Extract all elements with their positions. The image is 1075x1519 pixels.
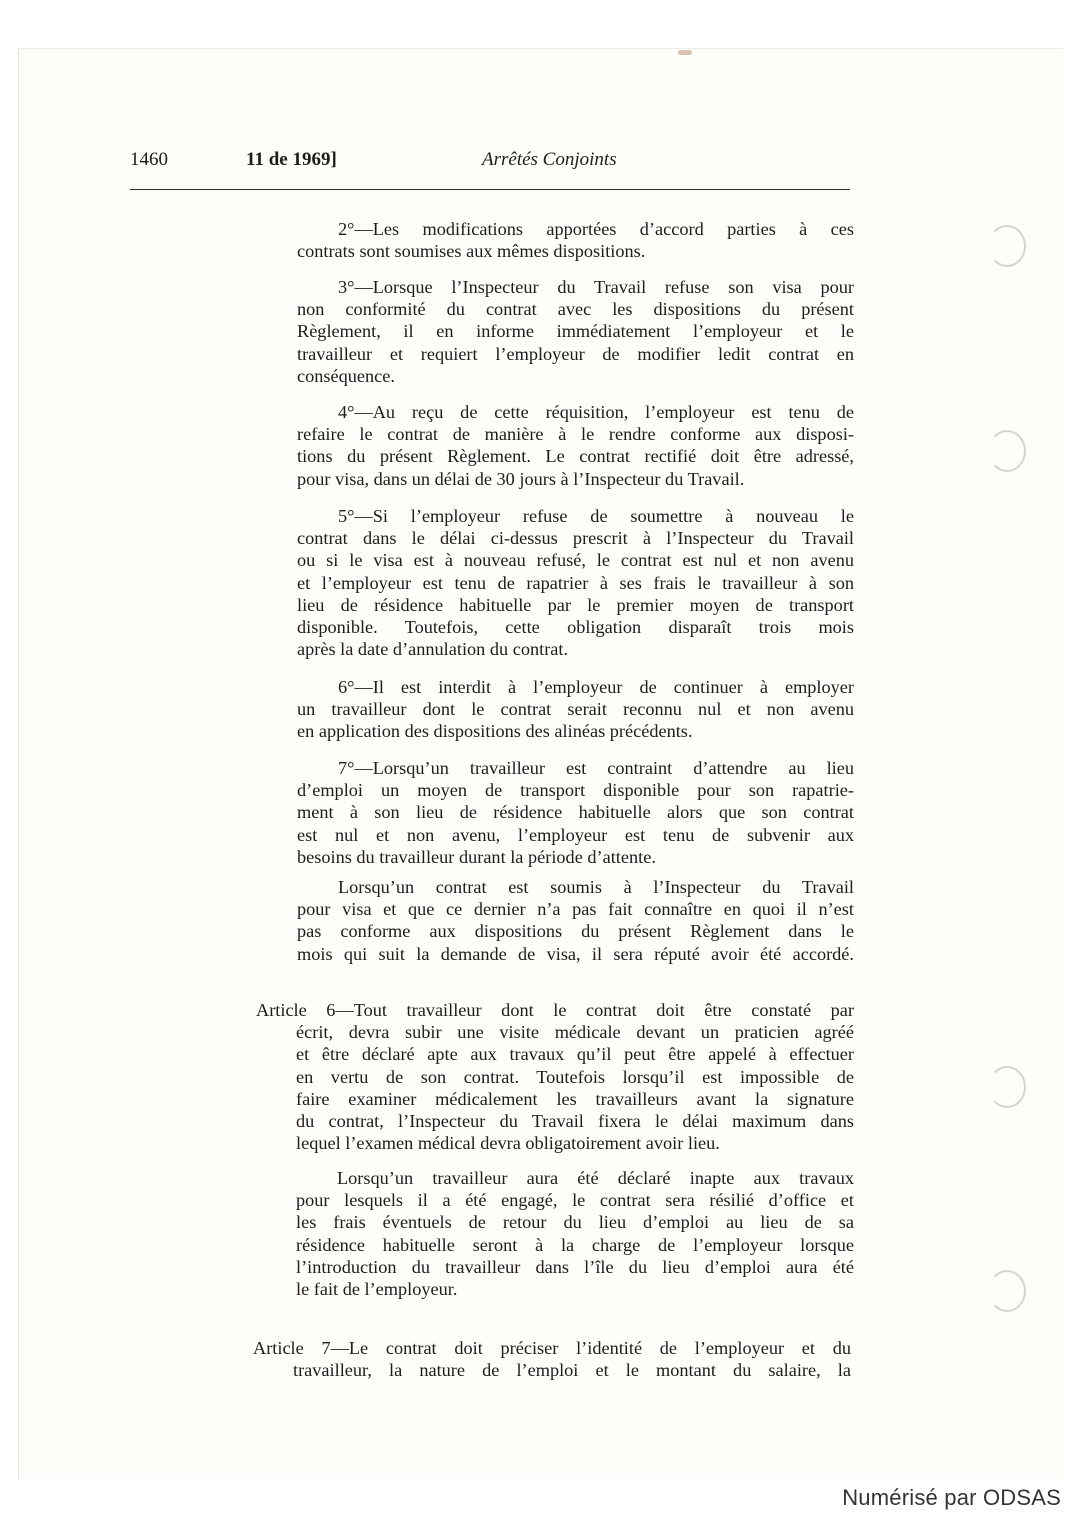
text-line: écrit, devra subir une visite médicale devant un praticien agréé [296, 1022, 854, 1043]
text-line: un travailleur dont le contrat serait reconnu nul et non avenu [297, 699, 854, 720]
page-header [130, 146, 850, 174]
header-date: 11 de 1969] [246, 149, 337, 170]
text-line: 4°—Au reçu de cette réquisition, l’employeur est tenu de [338, 402, 854, 422]
paragraph-item-3 [297, 276, 854, 387]
text-line: Règlement, il en informe immédiatement l’employeur et le [297, 321, 854, 342]
text-line: lieu de résidence habituelle par le premier moyen de transport [297, 594, 854, 615]
text-line: tions du présent Règlement. Le contrat rectifié doit être adressé, [297, 446, 854, 467]
text-line: le fait de l’employeur. [296, 1279, 458, 1300]
binder-hole-4 [988, 1270, 1026, 1312]
header-rule [130, 189, 850, 190]
text-line: conséquence. [297, 365, 395, 386]
article-6 [256, 999, 854, 1154]
digitization-watermark: Numérisé par ODSAS [842, 1485, 1061, 1510]
article-6-paragraph-2 [296, 1167, 854, 1300]
text-line: pour visa, dans un délai de 30 jours à l’Inspecteur du Travail. [297, 468, 745, 489]
paragraph-item-5 [297, 505, 854, 660]
text-line: les frais éventuels de retour du lieu d’emploi au lieu de sa [296, 1212, 854, 1233]
header-title: Arrêtés Conjoints [482, 149, 617, 170]
text-line: résidence habituelle seront à la charge de l’employeur lorsque [296, 1234, 854, 1255]
text-line: ment à son lieu de résidence habituelle alors que son contrat [297, 802, 854, 823]
text-line: après la date d’annulation du contrat. [297, 639, 569, 660]
text-line: contrats sont soumises aux mêmes dispositions. [297, 241, 646, 262]
text-line: pour visa et que ce dernier n’a pas fait connaître en quoi il n’est [297, 899, 854, 920]
text-line: travailleur, la nature de l’emploi et le montant du salaire, la [293, 1360, 851, 1381]
text-line: Article 6—Tout travailleur dont le contrat doit être constaté par [256, 1000, 854, 1020]
text-line: 7°—Lorsqu’un travailleur est contraint d’attendre au lieu [338, 758, 854, 778]
text-line: 6°—Il est interdit à l’employeur de continuer à employer [338, 677, 854, 697]
binder-hole-1 [988, 225, 1026, 267]
text-line: Lorsqu’un travailleur aura été déclaré inapte aux travaux [337, 1168, 854, 1188]
text-line: 3°—Lorsque l’Inspecteur du Travail refuse son visa pour [338, 277, 854, 297]
text-line: lequel l’examen médical devra obligatoirement avoir lieu. [296, 1133, 720, 1154]
text-line: refaire le contrat de manière à le rendre conforme aux disposi- [297, 424, 854, 445]
text-line: mois qui suit la demande de visa, il sera réputé avoir été accordé. [297, 943, 854, 964]
text-line: Article 7—Le contrat doit préciser l’identité de l’employeur et du [253, 1338, 851, 1358]
text-line: du contrat, l’Inspecteur du Travail fixera le délai maximum dans [296, 1111, 854, 1132]
text-line: en application des dispositions des alinéas précédents. [297, 721, 693, 742]
paragraph-item-2 [297, 218, 854, 262]
text-line: ou si le visa est à nouveau refusé, le contrat est nul et non avenu [297, 550, 854, 571]
text-line: travailleur et requiert l’employeur de modifier ledit contrat en [297, 343, 854, 364]
text-line: et être déclaré apte aux travaux qu’il peut être appelé à effectuer [296, 1044, 854, 1065]
text-line: en vertu de son contrat. Toutefois lorsqu’il est impossible de [296, 1066, 854, 1087]
paragraph-visa [297, 876, 854, 965]
text-line: contrat dans le délai ci-dessus prescrit à l’Inspecteur du Travail [297, 528, 854, 549]
text-line: besoins du travailleur durant la période d’attente. [297, 846, 656, 867]
scan-mark [678, 50, 692, 55]
text-line: et l’employeur est tenu de rapatrier à ses frais le travailleur à son [297, 572, 854, 593]
text-line: non conformité du contrat avec les dispositions du présent [297, 299, 854, 320]
text-line: 2°—Les modifications apportées d’accord parties à ces [338, 219, 854, 239]
text-line: est nul et non avenu, l’employeur est tenu de subvenir aux [297, 824, 854, 845]
page-number: 1460 [130, 149, 168, 170]
text-line: disponible. Toutefois, cette obligation disparaît trois mois [297, 617, 854, 638]
text-line: Lorsqu’un contrat est soumis à l’Inspecteur du Travail [338, 877, 854, 897]
text-line: 5°—Si l’employeur refuse de soumettre à nouveau le [338, 506, 854, 526]
article-7 [253, 1337, 851, 1381]
text-line: pour lesquels il a été engagé, le contrat sera résilié d’office et [296, 1190, 854, 1211]
paragraph-item-6 [297, 676, 854, 743]
paragraph-item-7 [297, 757, 854, 868]
binder-hole-2 [988, 430, 1026, 472]
text-line: d’emploi un moyen de transport disponible pour son rapatrie- [297, 780, 854, 801]
paragraph-item-4 [297, 401, 854, 490]
text-line: pas conforme aux dispositions du présent Règlement dans le [297, 921, 854, 942]
text-line: faire examiner médicalement les travailleurs avant la signature [296, 1088, 854, 1109]
text-line: l’introduction du travailleur dans l’île du lieu d’emploi aura été [296, 1256, 854, 1277]
binder-hole-3 [988, 1066, 1026, 1108]
